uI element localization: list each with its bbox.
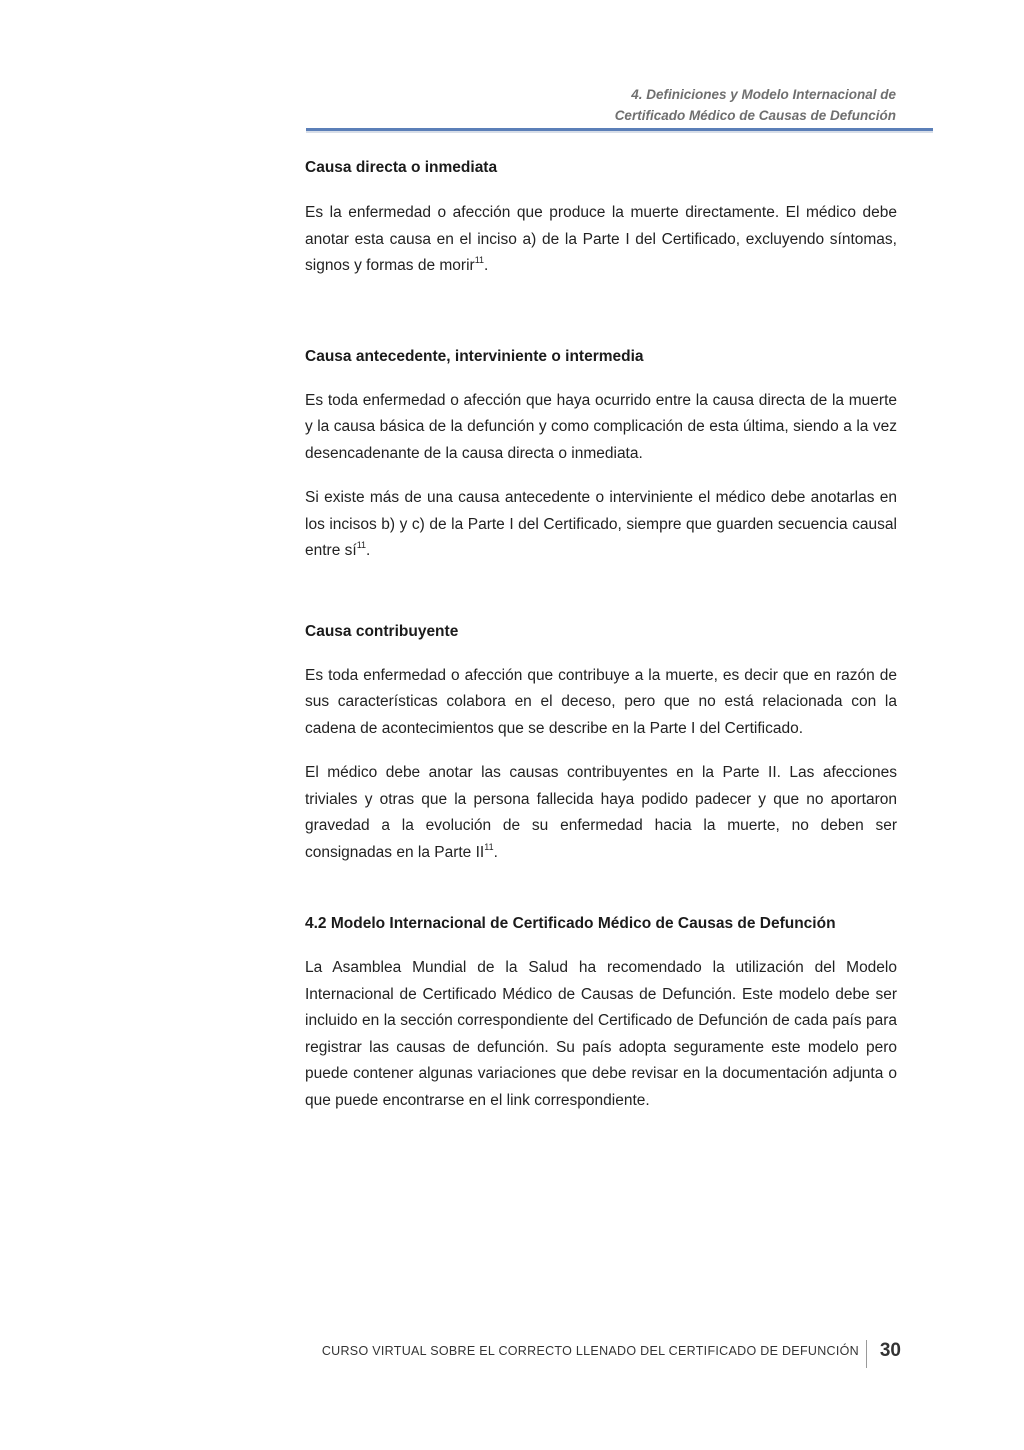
running-header-line-1: 4. Definiciones y Modelo Internacional de — [631, 87, 896, 102]
paragraph-end: . — [493, 843, 498, 861]
page-body — [305, 156, 897, 1114]
section-heading-causa-antecedente: Causa antecedente, interviniente o intermedia — [305, 347, 644, 365]
footer-divider — [866, 1340, 867, 1368]
paragraph-causa-antecedente-1: Es toda enfermedad o afección que haya ocurrido entre la causa directa de la muerte y la causa básica de la defunción y como complicación de esta última, siendo a la vez desencadenante de la causa directa o inmediata. — [305, 391, 897, 462]
reference-superscript: 11 — [356, 540, 367, 550]
section-heading-causa-directa: Causa directa o inmediata — [305, 159, 498, 176]
paragraph-causa-directa — [305, 200, 897, 280]
paragraph-causa-contribuyente-2 — [305, 760, 897, 866]
paragraph-causa-antecedente-2 — [305, 485, 897, 565]
footer-course-title: CURSO VIRTUAL SOBRE EL CORRECTO LLENADO DEL CERTIFICADO DE DEFUNCIÓN — [321, 1344, 859, 1358]
paragraph-modelo-internacional: La Asamblea Mundial de la Salud ha recomendado la utilización del Modelo Internacional de Certificado Médico de Causas de Defunción. Este modelo debe ser incluido en la sección correspondiente del Certificado de Defunción de cada país para registrar las causas de defunción. Su país adopta seguramente este modelo pero puede contener algunas variaciones que debe revisar en la documentación adjunta o que puede encontrarse en el link correspondiente. — [305, 959, 897, 1109]
running-header-line-2: Certificado Médico de Causas de Defunción — [614, 108, 896, 123]
page-footer — [321, 1340, 901, 1364]
reference-superscript: 11 — [474, 255, 485, 265]
paragraph-causa-contribuyente-1: Es toda enfermedad o afección que contribuye a la muerte, es decir que en razón de sus características colabora en el deceso, pero que no está relacionada con la cadena de acontecimientos que se describe en la Parte I del Certificado. — [305, 666, 897, 737]
section-heading-modelo-internacional: 4.2 Modelo Internacional de Certificado Médico de Causas de Defunción — [305, 915, 836, 932]
paragraph-text: El médico debe anotar las causas contribuyentes en la Parte II. Las afecciones triviales y otras que la persona fallecida haya podido padecer y que no aportaron gravedad a la evolución de su enfermedad hacia la muerte, no deben ser consignadas en la Parte II — [305, 764, 897, 861]
section-heading-causa-contribuyente: Causa contribuyente — [305, 622, 459, 640]
running-header — [615, 84, 896, 126]
reference-superscript: 11 — [484, 841, 494, 852]
paragraph-text: Si existe más de una causa antecedente o interviniente el médico debe anotarlas en los incisos b) y c) de la Parte I del Certificado, siempre que guarden secuencia causal entre sí — [305, 489, 897, 559]
paragraph-text: Es la enfermedad o afección que produce la muerte directamente. El médico debe anotar esta causa en el inciso a) de la Parte I del Certificado, excluyendo síntomas, signos y formas de morir — [305, 204, 897, 274]
paragraph-end: . — [366, 542, 371, 559]
paragraph-end: . — [484, 257, 489, 274]
page-number: 30 — [879, 1340, 901, 1361]
header-rule-shadow — [306, 131, 933, 133]
